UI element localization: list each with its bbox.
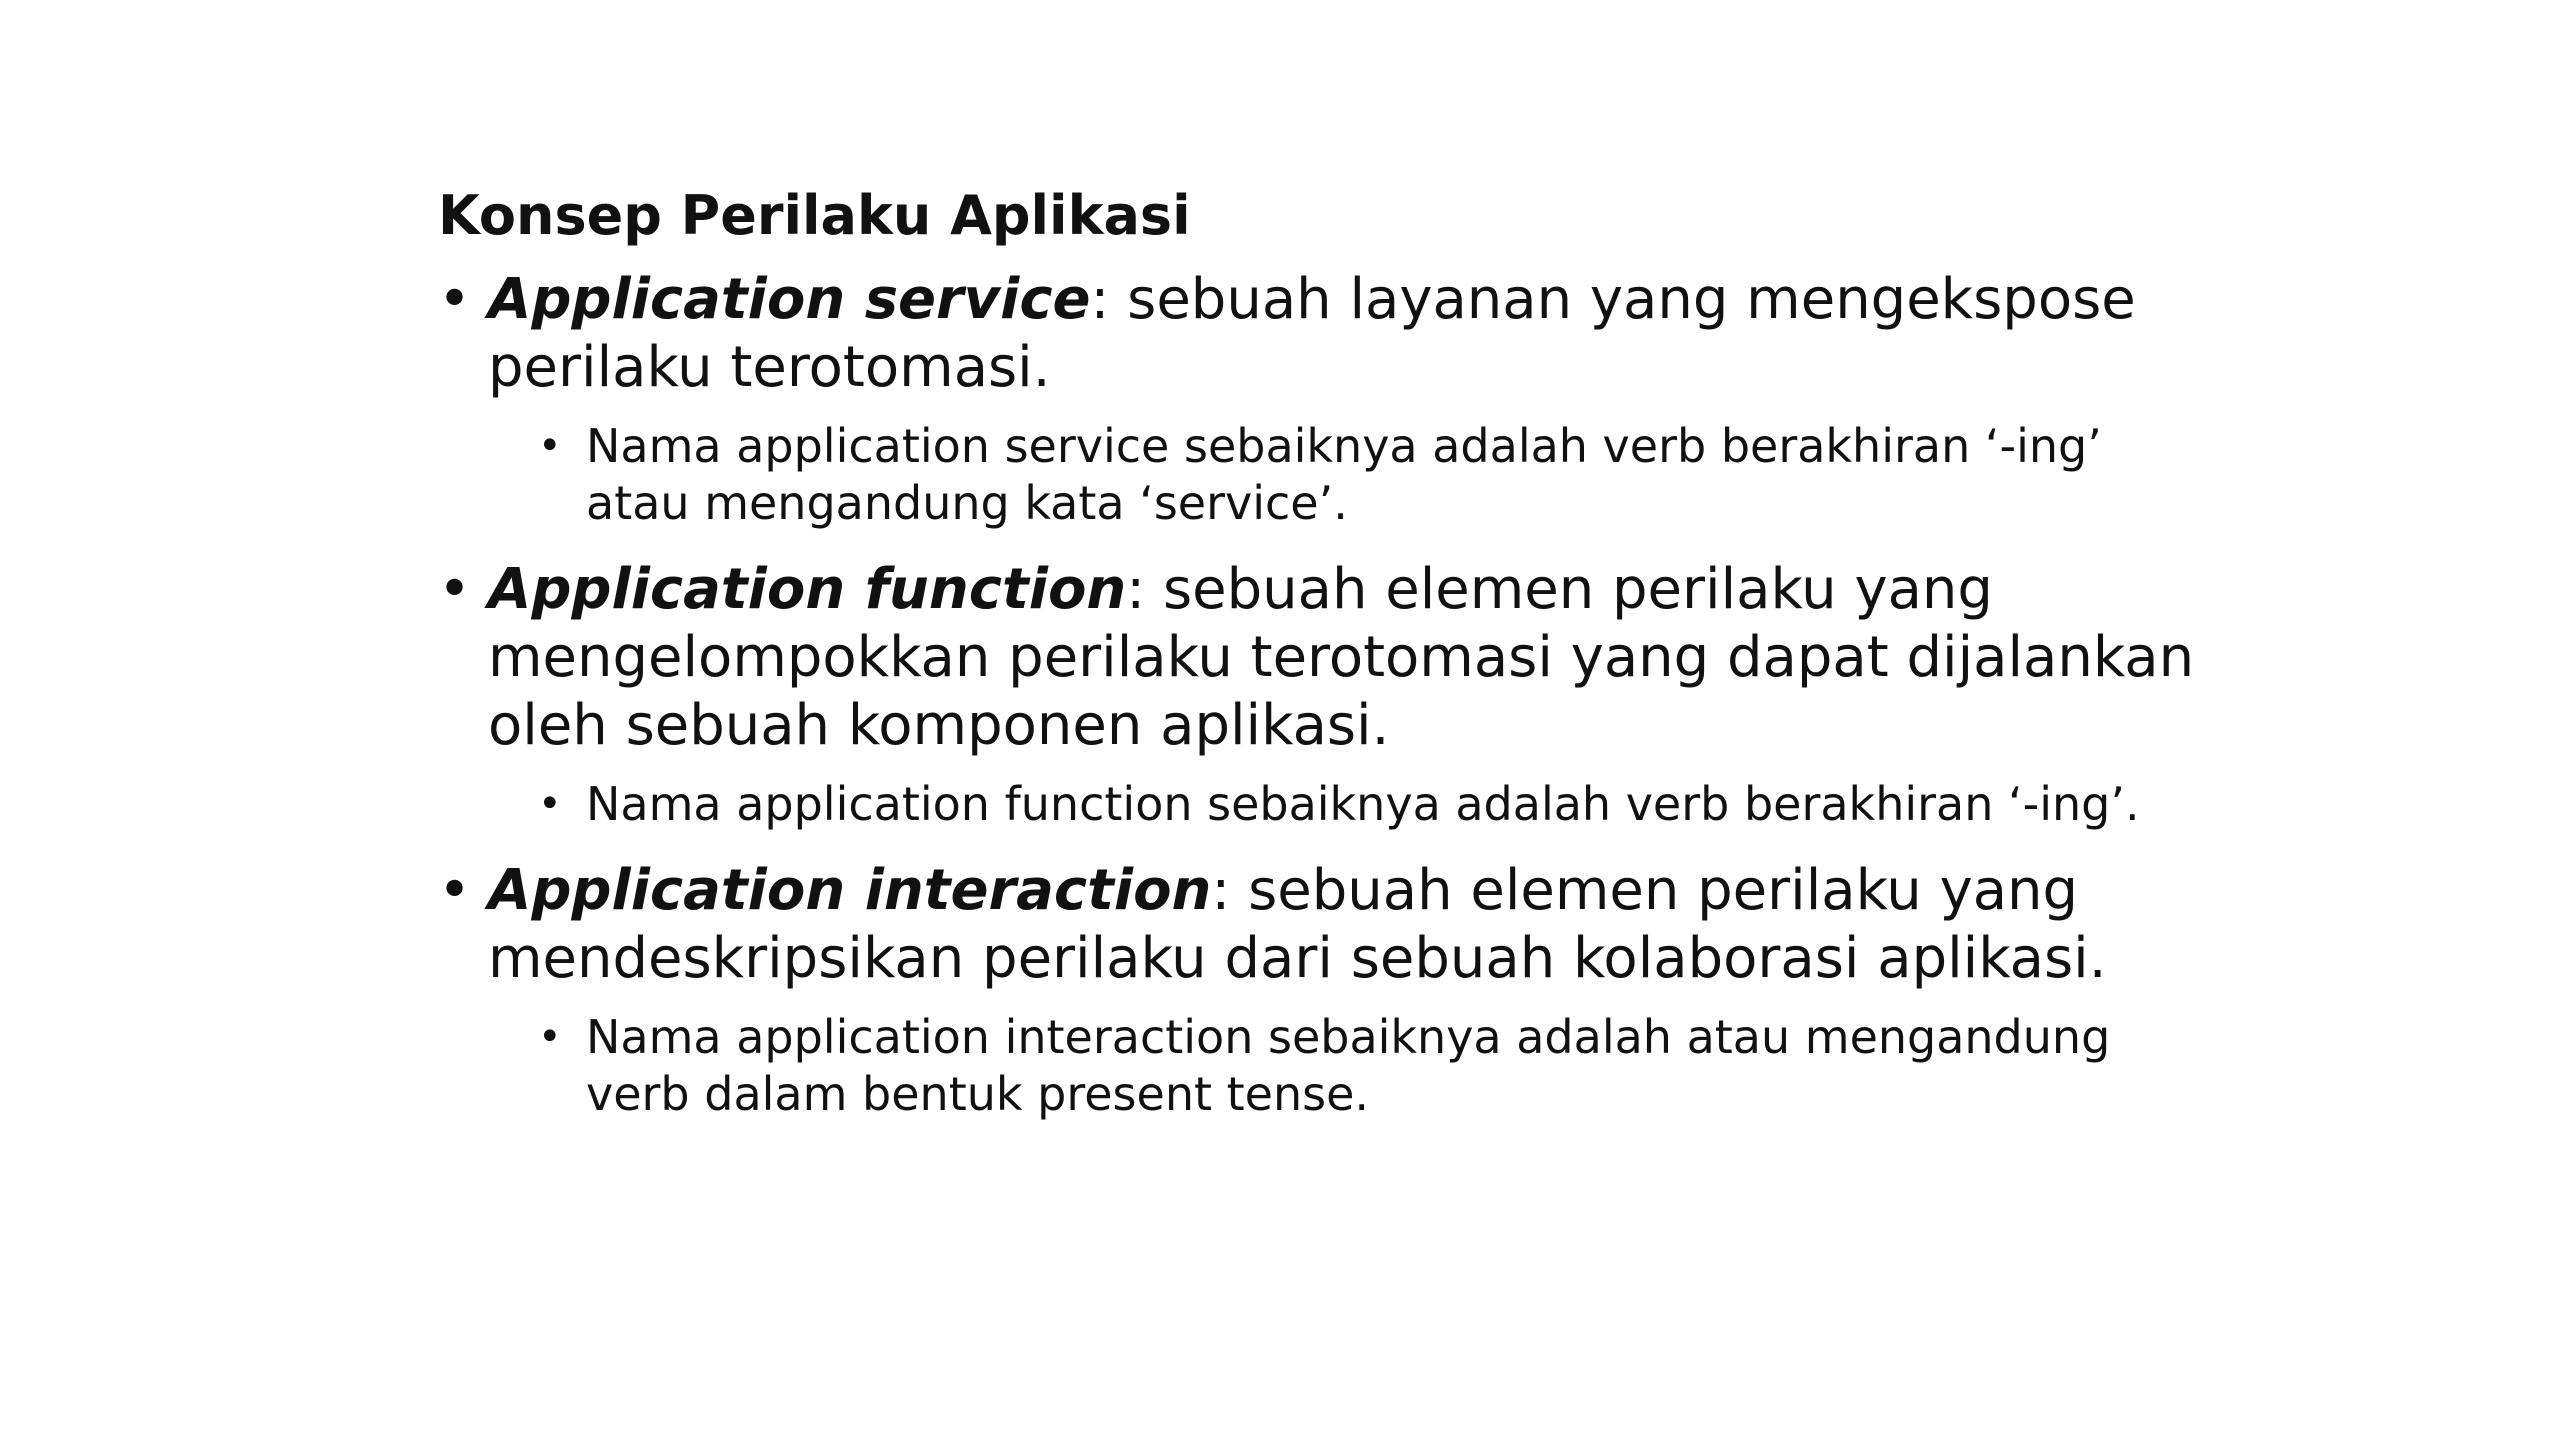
slide-title: Konsep Perilaku Aplikasi	[438, 184, 1191, 247]
bullet-separator: :	[1090, 267, 1110, 332]
sub-bullet-item	[488, 776, 2146, 833]
bullet-list	[438, 266, 2198, 1123]
bullet-separator: :	[1211, 858, 1231, 923]
bullet-marker: •	[438, 858, 472, 923]
sub-bullet-text: Nama application interaction sebaiknya adalah atau mengandung verb dalam bentuk present tense.	[586, 1010, 2111, 1121]
bullet-text: sebuah elemen perilaku yang mendeskripsikan perilaku dari sebuah kolaborasi aplikasi.	[488, 858, 2107, 991]
sub-bullet-text: Nama application function sebaiknya adalah verb berakhiran ‘-ing’.	[586, 777, 2140, 831]
bullet-term: Application function	[488, 557, 1127, 622]
sub-bullet-item	[488, 1009, 2146, 1123]
sub-bullet-marker: •	[538, 1014, 562, 1060]
bullet-text: sebuah layanan yang mengekspose perilaku terotomasi.	[488, 267, 2136, 400]
sub-bullet-list	[488, 418, 2198, 532]
slide-content	[438, 178, 2198, 1123]
bullet-text: sebuah elemen perilaku yang mengelompokkan perilaku terotomasi yang dapat dijalankan oleh sebuah komponen aplikasi.	[488, 557, 2195, 758]
bullet-marker: •	[438, 557, 472, 622]
bullet-item-application-interaction	[438, 857, 2198, 1123]
sub-bullet-item	[488, 418, 2146, 532]
sub-bullet-list	[488, 1009, 2198, 1123]
sub-bullet-list	[488, 776, 2198, 833]
sub-bullet-marker: •	[538, 423, 562, 469]
bullet-item-application-function	[438, 556, 2198, 833]
bullet-separator: :	[1126, 557, 1146, 622]
bullet-item-application-service	[438, 266, 2198, 532]
sub-bullet-text: Nama application service sebaiknya adalah verb berakhiran ‘-ing’ atau mengandung kata ‘service’.	[586, 419, 2102, 530]
bullet-term: Application service	[488, 267, 1091, 332]
bullet-term: Application interaction	[488, 858, 1212, 923]
bullet-marker: •	[438, 267, 472, 332]
sub-bullet-marker: •	[538, 781, 562, 827]
